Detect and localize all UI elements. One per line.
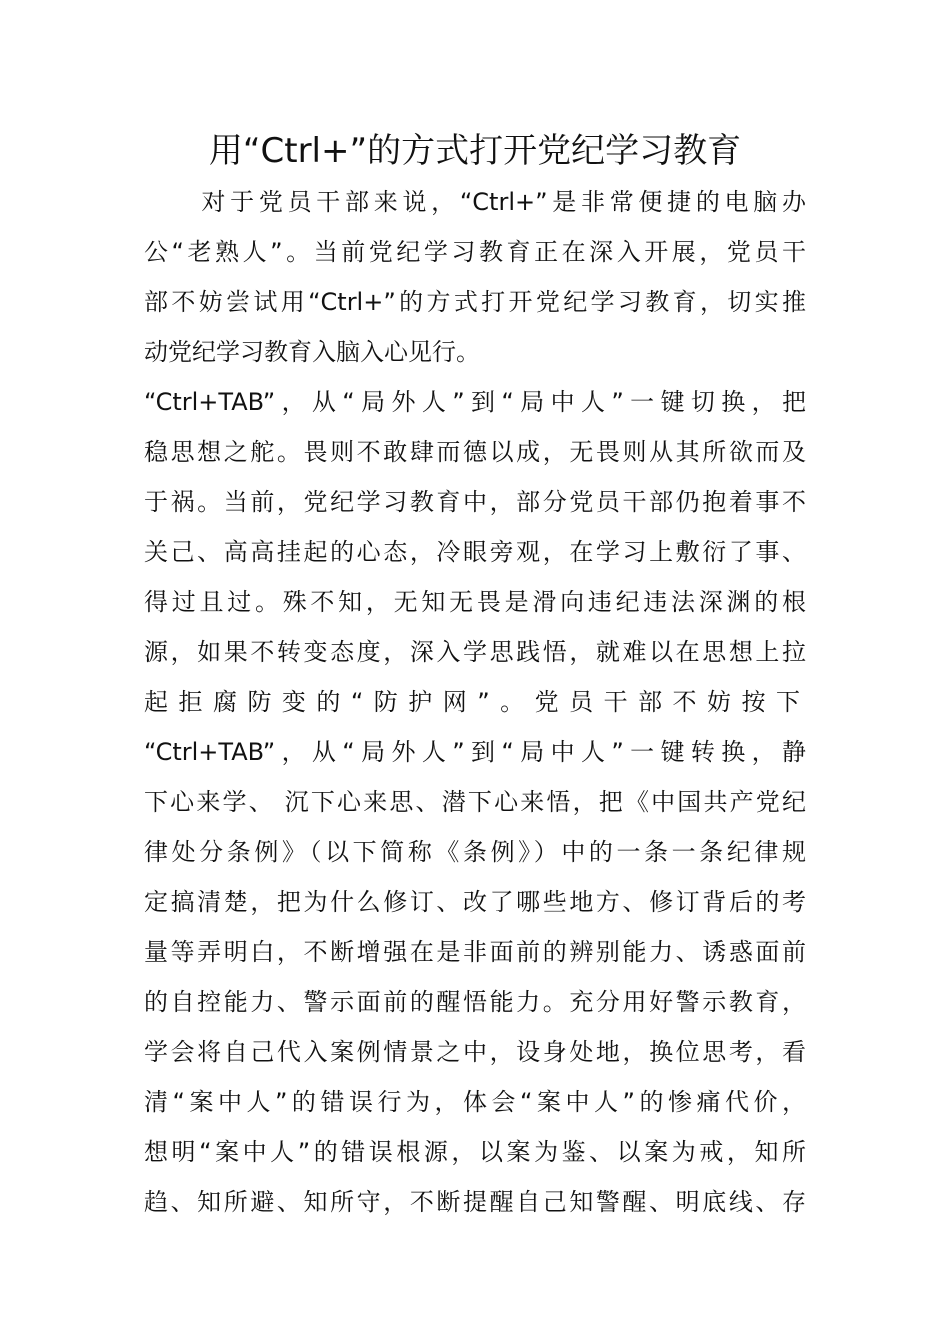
paragraph-2-line-13: 的自控能力、警示面前的醒悟能力。充分用好警示教育， — [144, 988, 806, 1016]
document-body — [144, 177, 806, 1227]
paragraph-2-line-10: 律处分条例》（以下简称《条例》）中的一条一条纪律规 — [144, 838, 806, 866]
paragraph-1-line-3: 部不妨尝试用“Ctrl+”的方式打开党纪学习教育，切实推 — [144, 288, 806, 316]
paragraph-1-line-4: 动党纪学习教育入脑入心见行。 — [144, 338, 480, 366]
paragraph-2-line-2: 稳思想之舵。畏则不敢肆而德以成，无畏则从其所欲而及 — [144, 438, 806, 466]
paragraph-1-line-1: 对于党员干部来说，“Ctrl+”是非常便捷的电脑办 — [144, 188, 806, 216]
paragraph-2-line-3: 于祸。当前，党纪学习教育中，部分党员干部仍抱着事不 — [144, 488, 806, 516]
paragraph-2-line-16: 想明“案中人”的错误根源，以案为鉴、以案为戒，知所 — [144, 1138, 806, 1166]
paragraph-2-line-1: “Ctrl+TAB”，从“局外人”到“局中人”一键切换，把 — [144, 388, 806, 416]
paragraph-2-line-5: 得过且过。殊不知，无知无畏是滑向违纪违法深渊的根 — [144, 588, 806, 616]
paragraph-2-line-6: 源，如果不转变态度，深入学思践悟，就难以在思想上拉 — [144, 638, 806, 666]
paragraph-2-line-14: 学会将自己代入案例情景之中，设身处地，换位思考，看 — [144, 1038, 806, 1066]
paragraph-2-line-17: 趋、知所避、知所守，不断提醒自己知警醒、明底线、存 — [144, 1188, 806, 1216]
paragraph-2-line-7: 起拒腐防变的“防护网”。党员干部不妨按下 — [144, 688, 806, 716]
paragraph-2-line-9: 下心来学、 沉下心来思、潜下心来悟，把《中国共产党纪 — [144, 788, 806, 816]
paragraph-1-line-2: 公“老熟人”。当前党纪学习教育正在深入开展，党员干 — [144, 238, 806, 266]
document-title: 用“Ctrl+”的方式打开党纪学习教育 — [208, 131, 742, 171]
paragraph-2-line-15: 清“案中人”的错误行为，体会“案中人”的惨痛代价， — [144, 1088, 806, 1116]
paragraph-2-line-8: “Ctrl+TAB”，从“局外人”到“局中人”一键转换，静 — [144, 738, 806, 766]
paragraph-2-line-4: 关己、高高挂起的心态，冷眼旁观，在学习上敷衍了事、 — [144, 538, 806, 566]
paragraph-2-line-12: 量等弄明白，不断增强在是非面前的辨别能力、诱惑面前 — [144, 938, 806, 966]
paragraph-2-line-11: 定搞清楚，把为什么修订、改了哪些地方、修订背后的考 — [144, 888, 806, 916]
